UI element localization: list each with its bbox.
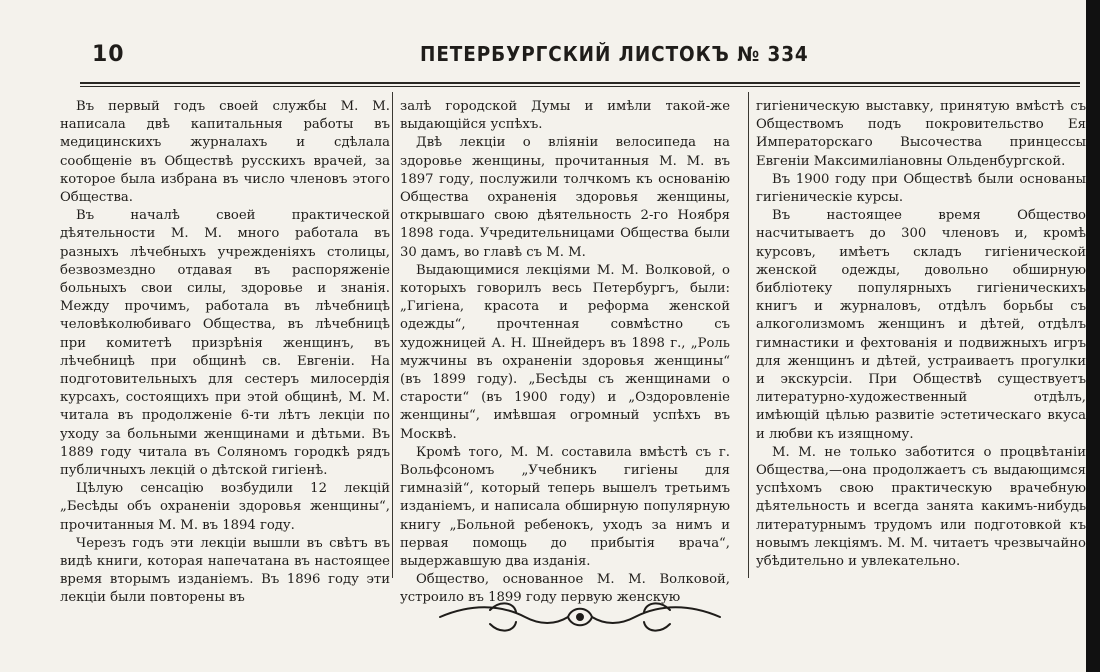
masthead-title: ПЕТЕРБУРГСКИЙ ЛИСТОКЪ № 334 [420,42,809,66]
paragraph: Кромѣ того, М. М. составила вмѣстѣ съ г. Вольфсономъ „Учебникъ гигіены для гимназій“, который теперь вышелъ третьимъ изданіемъ, и написала обширную популярную книгу „Больной ребенокъ, уходъ за нимъ и первая помощь до прибытія врача“, выдержавшую два изданія. [400,444,730,570]
text-column-1 [60,98,390,608]
header-rule-thin [80,86,1080,87]
scroll-flourish-icon [430,596,730,638]
paragraph: Цѣлую сенсацію возбудили 12 лекцій „Бесѣды объ охраненіи здоровья женщины“, прочитанныя М. М. въ 1894 году. [60,481,390,533]
paragraph: Двѣ лекціи о вліяніи велосипеда на здоровье женщины, прочитанныя М. М. въ 1897 году, послужили толчкомъ къ основанію Общества охраненія здоровья женщины, открывшаго свою дѣятельность 2-го Ноября 1898 года. Учредительницами Общества были 30 дамъ, во главѣ съ М. М. [400,135,730,260]
paragraph: Въ 1900 году при Обществѣ были основаны гигіеническіе курсы. [756,171,1086,206]
paragraph: М. М. не только заботится о процвѣтаніи Общества,—она продолжаетъ съ выдающимся успѣхомъ свою практическую врачебную дѣятельность и всегда занята какимъ-нибудь литературнымъ трудомъ или подготовкой къ новымъ лекціямъ. М. М. читаетъ чрезвычайно убѣдительно и увлекательно. [756,444,1086,570]
paragraph: Черезъ годъ эти лекціи вышли въ свѣтъ въ видѣ книги, которая напечатана въ настоящее время вторымъ изданіемъ. Въ 1896 году эти лекціи были повторены въ [60,535,390,606]
header-rule [80,82,1080,84]
paragraph: Общество, основанное М. М. Волковой, устроило въ 1899 году первую женскую [400,572,730,606]
text-column-2 [400,98,730,608]
paragraph: Выдающимися лекціями М. М. Волковой, о которыхъ говорилъ весь Петербургъ, были: „Гигіена, красота и реформа женской одежды“, прочтенная совмѣстно съ художницей А. Н. Шнейдеръ въ 1898 г., „Роль мужчины въ охраненіи здоровья женщины“ (въ 1899 году). „Бесѣды съ женщинами о старости“ (въ 1900 году) и „Оздоровленіе женщины“, имѣвшая огромный успѣхъ въ Москвѣ. [400,262,730,442]
paragraph: Въ настоящее время Общество насчитываетъ до 300 членовъ и, кромѣ курсовъ, имѣетъ складъ гигіенической женской одежды, довольно обширную библіотеку популярныхъ гигіеническихъ книгъ и журналовъ, отдѣлъ борьбы съ алкоголизмомъ женщинъ и дѣтей, отдѣлъ гимнастики и фехтованія и подвижныхъ игръ для женщинъ и дѣтей, устраиваетъ прогулки и экскурсіи. При Обществѣ существуетъ литературно-художественный отдѣлъ, имѣющій цѣлью развитіе эстетическаго вкуса и любви къ изящному. [756,208,1086,442]
column-divider [748,92,749,578]
page-number: 10 [92,42,125,67]
scan-edge [1086,0,1100,672]
page-header [0,36,1100,76]
paragraph: Въ началѣ своей практической дѣятельности М. М. много работала въ разныхъ лѣчебныхъ учрежденіяхъ столицы, безвозмездно отдавая въ распоряженіе больныхъ свои силы, здоровье и знанія. Между прочимъ, работала въ лѣчебницѣ человѣколюбиваго Общества, въ лѣчебницѣ при комитетѣ призрѣнія женщинъ, въ лѣчебницѣ при общинѣ св. Евгеніи. На подготовительныхъ для сестеръ милосердія курсахъ, состоящихъ при этой общинѣ, М. М. читала въ продолженіе 6-ти лѣтъ лекціи по уходу за больными женщинами и дѣтьми. Въ 1889 году читала въ Соляномъ городкѣ рядъ публичныхъ лекцій о дѣтской гигіенѣ. [60,208,390,479]
paragraph: гигіеническую выставку, принятую вмѣстѣ съ Обществомъ подъ покровительство Ея Императорскаго Высочества принцессы Евгеніи Максимиліановны Ольденбургской. [756,99,1086,169]
text-column-3 [756,98,1086,571]
paragraph: Въ первый годъ своей службы М. М. написала двѣ капитальныя работы въ медицинскихъ журналахъ и сдѣлала сообщеніе въ Обществѣ русскихъ врачей, за которое была избрана въ число членовъ этого Общества. [60,99,390,206]
column-divider [392,92,393,578]
paragraph: залѣ городской Думы и имѣли такой-же выдающійся успѣхъ. [400,99,730,133]
